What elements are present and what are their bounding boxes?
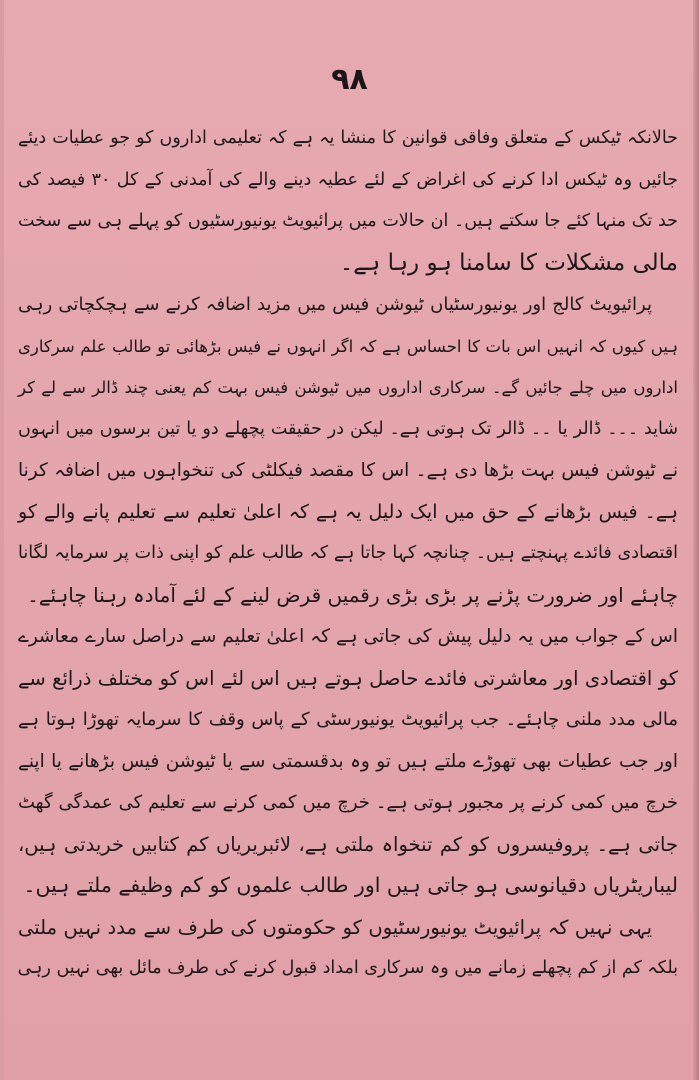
text-line: یہی نہیں کہ پرائیویٹ یونیورسٹیوں کو حکومتوں کی طرف سے مدد نہیں ملتی — [18, 915, 652, 939]
text-line: حد تک منہا کئے جا سکتے ہیں۔ ان حالات میں پرائیویٹ یونیورسٹیوں کو پہلے ہی سے سخت — [18, 211, 678, 231]
text-line: ہیں کیوں کہ انہیں اس بات کا احساس ہے کہ اگر انہوں نے فیس بڑھائی تو طالب علم سرکاری — [18, 336, 678, 356]
page-number: ٩٨ — [331, 62, 368, 97]
text-line: نے ٹیوشن فیس بہت بڑھا دی ہے۔ اس کا مقصد فیکلٹی کی تنخواہوں میں اضافہ کرنا — [18, 460, 678, 481]
text-line: بلکہ کم از کم پچھلے زمانے میں وہ سرکاری امداد قبول کرنے کی طرف مائل بھی نہیں رہی — [17, 958, 678, 978]
text-line: اداروں میں چلے جائیں گے۔ سرکاری اداروں میں ٹیوشن فیس بہت کم یعنی چند ڈالر سے لے کر — [18, 378, 678, 397]
page-right-edge — [693, 0, 699, 1080]
text-line: اس کے جواب میں یہ دلیل پیش کی جاتی ہے کہ اعلیٰ تعلیم سے دراصل سارے معاشرے — [18, 626, 678, 647]
text-line: ہے۔ فیس بڑھانے کے حق میں ایک دلیل یہ ہے کہ اعلیٰ تعلیم سے تعلیم پانے والے کو — [18, 500, 678, 523]
text-line: کو اقتصادی اور معاشرتی فائدے حاصل ہوتے ہیں اس لئے اس کو مختلف ذرائع سے — [18, 666, 678, 690]
text-line: مالی مشکلات کا سامنا ہو رہا ہے۔ — [339, 249, 678, 276]
text-line: حالانکہ ٹیکس کے متعلق وفاقی قوانین کا منشا یہ ہے کہ تعلیمی اداروں کو جو عطیات دیئے — [18, 128, 678, 148]
text-line: مالی مدد ملنی چاہئے۔ جب پرائیویٹ یونیورسٹی کے پاس وقف کا سرمایہ تھوڑا ہوتا ہے — [18, 709, 678, 730]
text-line: جاتی ہے۔ پروفیسروں کو کم تنخواہ ملتی ہے، لائبریریاں کم کتابیں خریدتی ہیں، — [18, 832, 678, 856]
text-line: اقتصادی فائدے پہنچتے ہیں۔ چنانچہ کہا جاتا ہے کہ طالب علم کو اپنی ذات پر سرمایہ لگانا — [18, 543, 678, 563]
text-line: شاید ۔۔۔ ڈالر یا ۔۔ ڈالر تک ہوتی ہے۔ لیکن در حقیقت پچھلے دو یا تین برسوں میں انہوں — [18, 418, 678, 439]
text-line: پرائیویٹ کالج اور یونیورسٹیاں ٹیوشن فیس میں مزید اضافہ کرنے سے ہچکچاتی رہی — [18, 294, 652, 315]
text-line: لیباریٹریاں دقیانوسی ہو جاتی ہیں اور طالب علموں کو کم وظیفے ملتے ہیں۔ — [23, 873, 678, 897]
body-text — [14, 118, 682, 990]
text-line: جائیں وہ ٹیکس ادا کرنے کی اغراض کے لئے عطیہ دینے والے کی آمدنی کے کل ۳۰ فیصد کی — [18, 169, 678, 190]
text-line: اور جب عطیات بھی تھوڑے ملتے ہیں تو وہ بدقسمتی سے یا ٹیوشن فیس بڑھانے یا اپنے — [18, 750, 678, 772]
text-line: خرچ میں کمی کرنے پر مجبور ہوتی ہے۔ خرچ میں کمی کرنے سے تعلیم کی عمدگی گھٹ — [18, 792, 678, 813]
page-left-edge — [0, 0, 4, 1080]
text-line: چاہئے اور ضرورت پڑنے پر بڑی بڑی رقمیں قرض لینے کے لئے آمادہ رہنا چاہئے۔ — [27, 582, 678, 607]
